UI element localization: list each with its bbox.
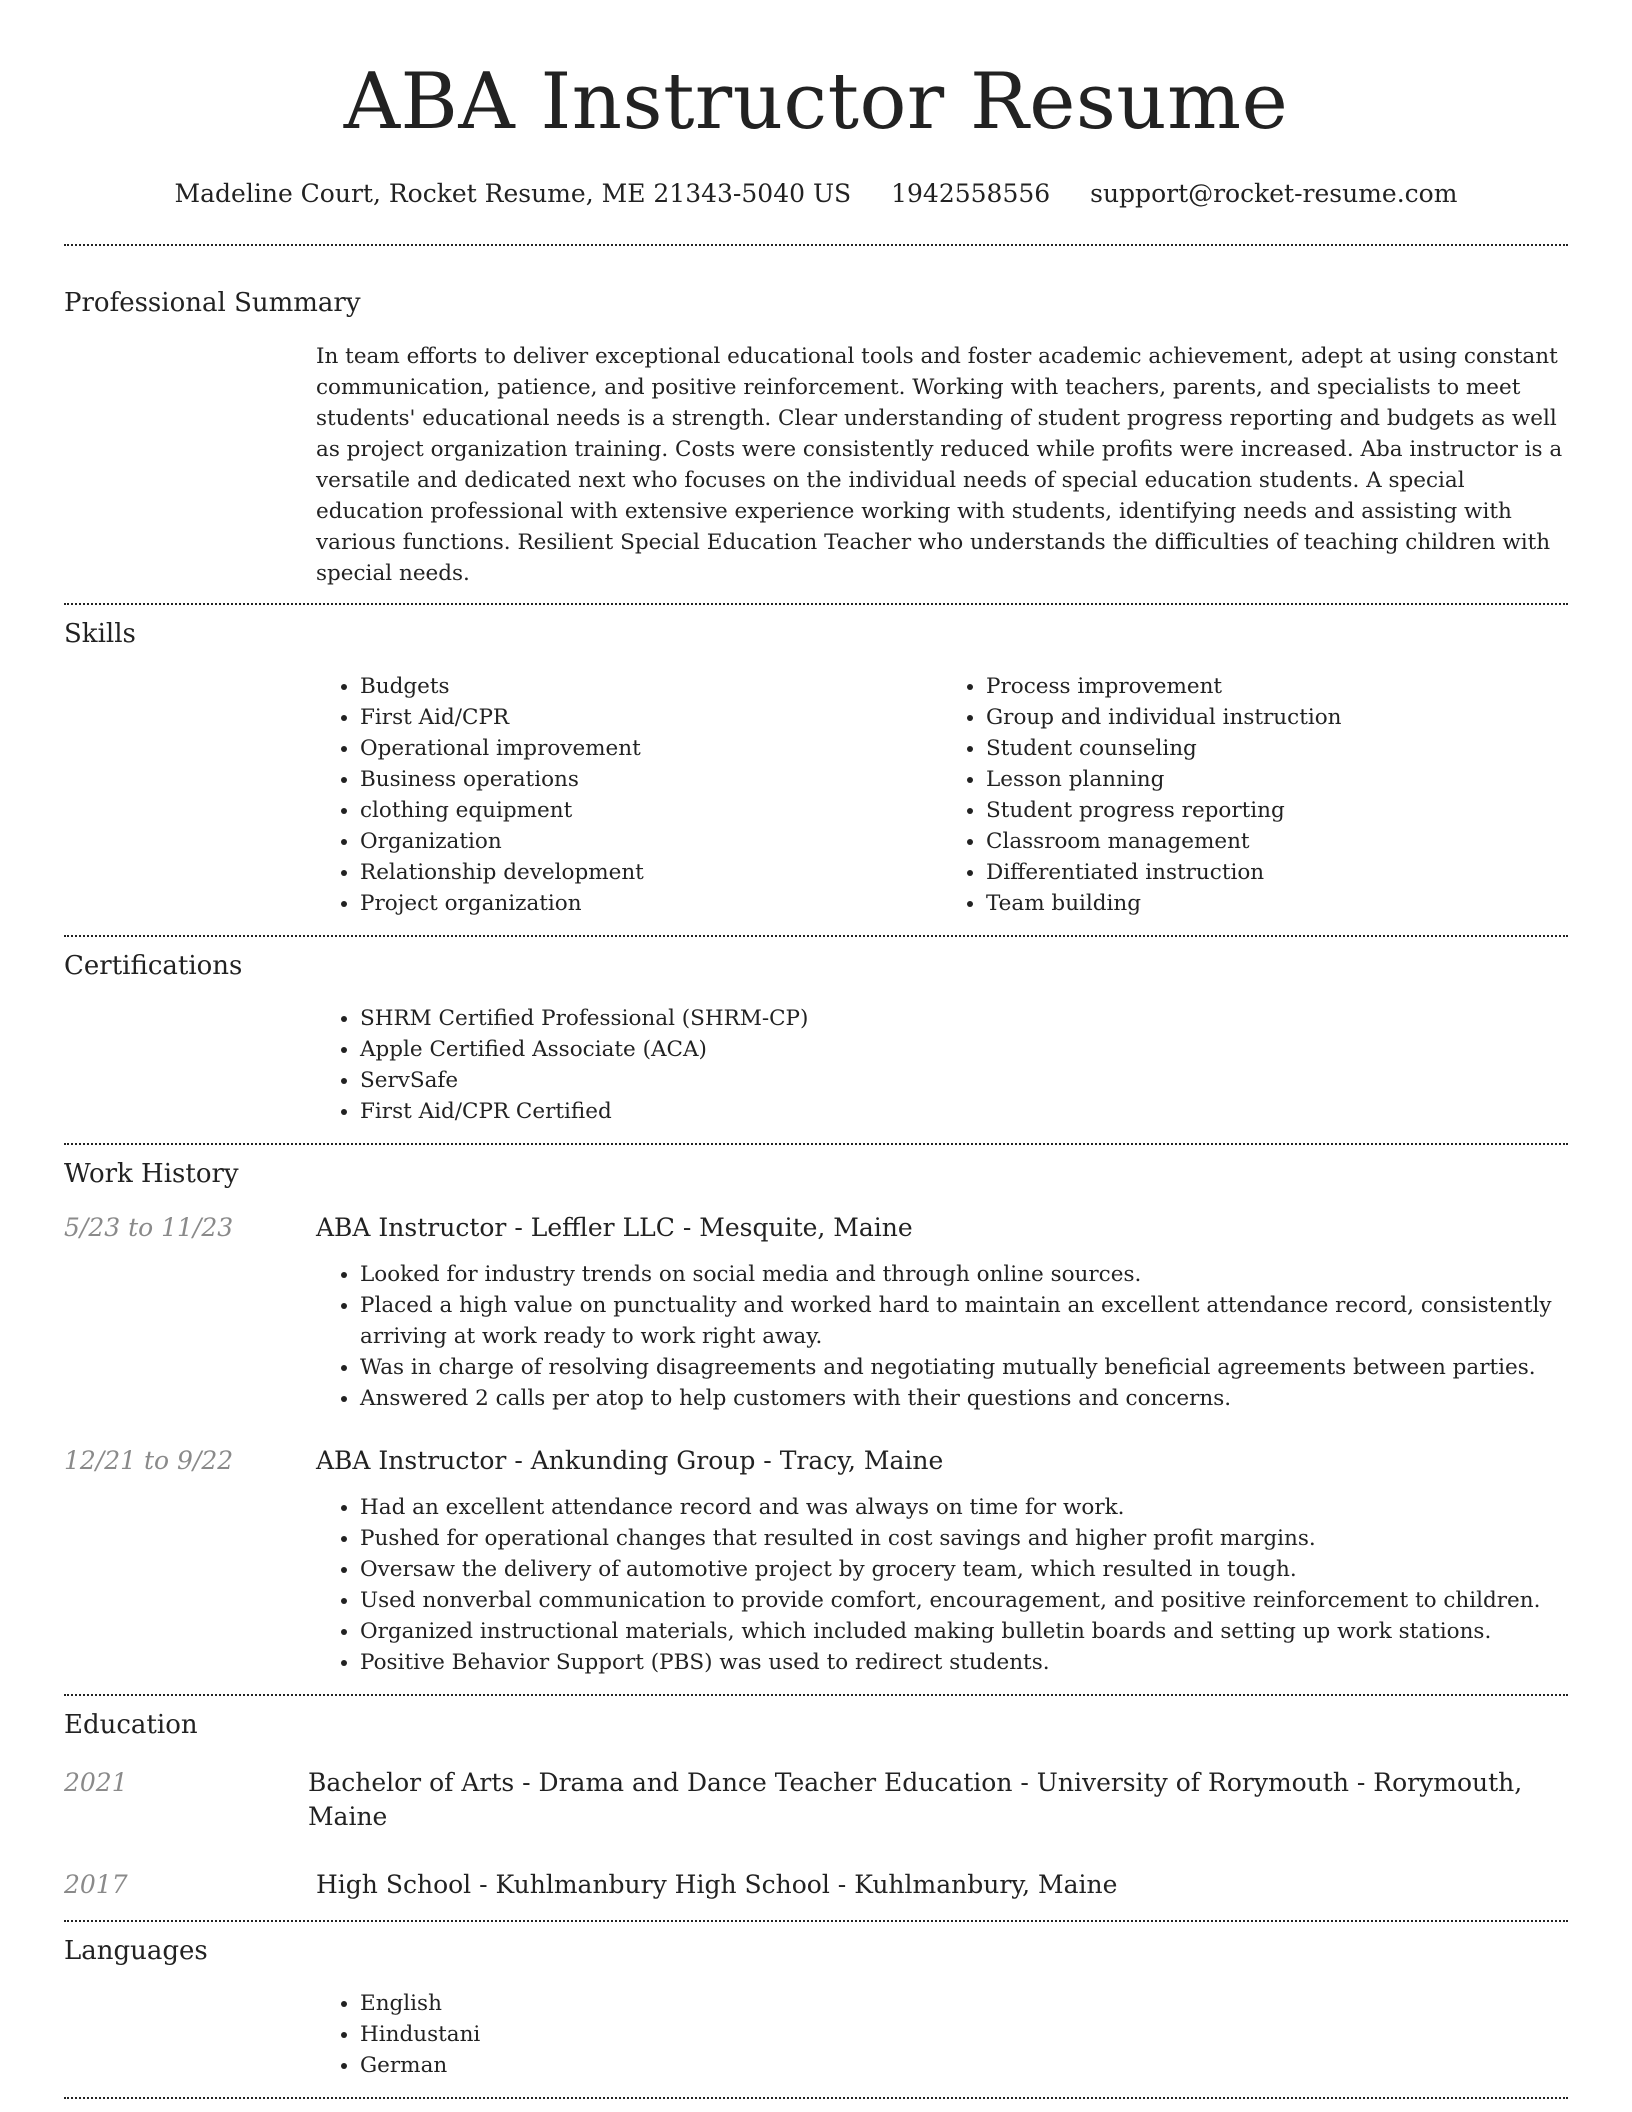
summary-section [64, 246, 1568, 589]
list-item: • English [360, 1988, 1568, 2019]
skills-list [316, 671, 1568, 919]
job-title: ABA Instructor - Ankunding Group - Tracy, Maine [316, 1446, 944, 1475]
section-heading-education: Education [64, 1710, 198, 1740]
list-item: • Relationship development [360, 857, 942, 888]
list-item: • Project organization [360, 888, 942, 919]
contact-line [64, 178, 1568, 210]
contact-phone: 1942558556 [891, 179, 1051, 208]
list-item: • Team building [986, 888, 1568, 919]
list-item: • Looked for industry trends on social media and through online sources. [360, 1259, 1568, 1290]
skills-column-right [942, 671, 1568, 919]
summary-text: In team efforts to deliver exceptional educational tools and foster academic achievement, adept at using constant communication, patience, and positive reinforcement. Working with teachers, parents, and specialists to meet students' educational needs is a strength. Clear understanding of student progress reporting and budgets as well as project organization training. Costs were consistently reduced while profits were increased. Aba instructor is a versatile and dedicated next who focuses on the individual needs of special education students. A special education professional with extensive experience working with students, identifying needs and assisting with various functions. Resilient Special Education Teacher who understands the difficulties of teaching children with special needs. [316, 344, 1563, 586]
job-title: ABA Instructor - Leffler LLC - Mesquite, Maine [316, 1213, 913, 1242]
section-heading-skills: Skills [64, 619, 136, 649]
list-item: • Student counseling [986, 733, 1568, 764]
divider [64, 2097, 1568, 2099]
resume-title: ABA Instructor Resume [343, 57, 1289, 147]
education-entry [64, 1766, 1568, 1834]
list-item: • Apple Certified Associate (ACA) [360, 1034, 1568, 1065]
list-item: • Student progress reporting [986, 795, 1568, 826]
list-item: • Operational improvement [360, 733, 942, 764]
education-entry [64, 1868, 1568, 1902]
list-item: • Classroom management [986, 826, 1568, 857]
list-item: • SHRM Certified Professional (SHRM-CP) [360, 1003, 1568, 1034]
list-item: • Hindustani [360, 2019, 1568, 2050]
job-bullets [316, 1259, 1568, 1414]
education-section [64, 1696, 1568, 1902]
list-item: • Process improvement [986, 671, 1568, 702]
list-item: • ServSafe [360, 1065, 1568, 1096]
education-year: 2021 [64, 1768, 128, 1797]
list-item: • Budgets [360, 671, 942, 702]
languages-section [64, 1922, 1568, 2081]
job-dates: 5/23 to 11/23 [64, 1213, 234, 1242]
list-item: • Organized instructional materials, which included making bulletin boards and setting up work stations. [360, 1616, 1568, 1647]
job-dates: 12/21 to 9/22 [64, 1446, 234, 1475]
job-entry [64, 1444, 1568, 1678]
list-item: • Organization [360, 826, 942, 857]
languages-list [316, 1988, 1568, 2081]
contact-email: support@rocket-resume.com [1090, 179, 1458, 208]
contact-address: Madeline Court, Rocket Resume, ME 21343-5040 US [174, 179, 852, 208]
list-item: • Had an excellent attendance record and was always on time for work. [360, 1492, 1568, 1523]
list-item: • Used nonverbal communication to provide comfort, encouragement, and positive reinforcement to children. [360, 1585, 1568, 1616]
list-item: • Pushed for operational changes that resulted in cost savings and higher profit margins. [360, 1523, 1568, 1554]
work-history-section [64, 1145, 1568, 1678]
list-item: • Was in charge of resolving disagreements and negotiating mutually beneficial agreements between parties. [360, 1352, 1568, 1383]
list-item: • clothing equipment [360, 795, 942, 826]
list-item: • Placed a high value on punctuality and worked hard to maintain an excellent attendance record, consistently arriving at work ready to work right away. [360, 1290, 1568, 1352]
section-heading-work-history: Work History [64, 1159, 239, 1189]
education-year: 2017 [64, 1870, 128, 1899]
list-item: • Differentiated instruction [986, 857, 1568, 888]
skills-section [64, 605, 1568, 919]
certifications-section [64, 937, 1568, 1127]
list-item: • First Aid/CPR [360, 702, 942, 733]
education-detail: High School - Kuhlmanbury High School - Kuhlmanbury, Maine [316, 1870, 1118, 1899]
education-detail: Bachelor of Arts - Drama and Dance Teacher Education - University of Rorymouth - Rorymouth, Maine [307, 1768, 1523, 1831]
job-bullets [316, 1492, 1568, 1678]
list-item: • Group and individual instruction [986, 702, 1568, 733]
list-item: • Positive Behavior Support (PBS) was used to redirect students. [360, 1647, 1568, 1678]
skills-column-left [316, 671, 942, 919]
list-item: • Business operations [360, 764, 942, 795]
list-item: • German [360, 2050, 1568, 2081]
section-heading-certifications: Certifications [64, 951, 243, 981]
section-heading-languages: Languages [64, 1936, 208, 1966]
certifications-list [316, 1003, 1568, 1127]
list-item: • Oversaw the delivery of automotive project by grocery team, which resulted in tough. [360, 1554, 1568, 1585]
list-item: • First Aid/CPR Certified [360, 1096, 1568, 1127]
list-item: • Answered 2 calls per atop to help customers with their questions and concerns. [360, 1383, 1568, 1414]
list-item: • Lesson planning [986, 764, 1568, 795]
section-heading-summary: Professional Summary [64, 288, 361, 318]
job-entry [64, 1211, 1568, 1414]
